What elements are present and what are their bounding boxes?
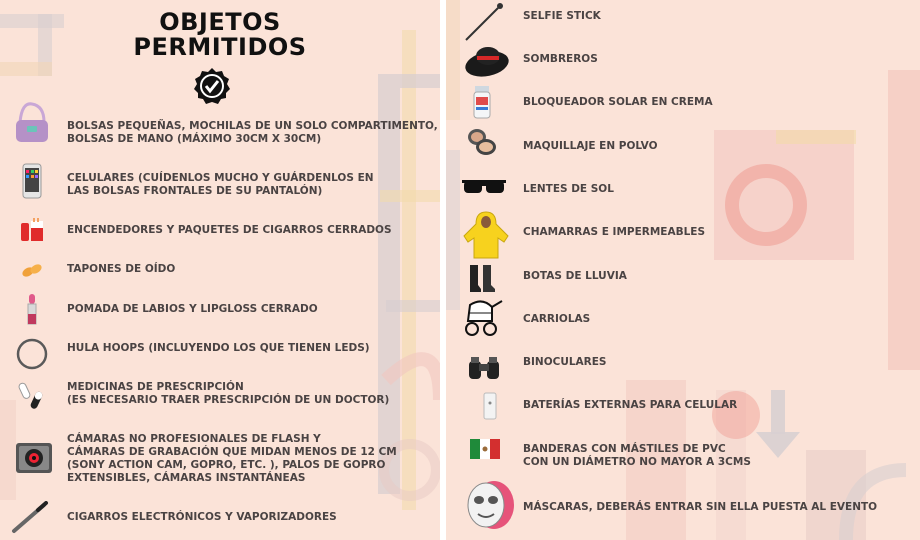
item-label-line: TAPONES DE OÍDO [67,263,176,275]
selfie-stick-icon [462,0,506,44]
item-label-line: BOTAS DE LLUVIA [523,270,627,282]
hula-hoop-icon [12,336,52,372]
item-label-line: LENTES DE SOL [523,183,614,195]
powder-compact-icon [462,124,502,160]
item-label-line: HULA HOOPS (INCLUYENDO LOS QUE TIENEN LEDS) [67,342,370,354]
item-label-line: MÁSCARAS, DEBERÁS ENTRAR SIN ELLA PUESTA AL EVENTO [523,501,878,513]
item-label-line: CÁMARAS DE GRABACIÓN QUE MIDAN MENOS DE 12 CM [67,446,397,458]
wrestling-mask-icon [464,478,516,532]
rain-boots-icon [462,260,502,296]
item-label-line: CIGARROS ELECTRÓNICOS Y VAPORIZADORES [67,511,337,523]
item-label-line: CON UN DIÁMETRO NO MAYOR A 3CMS [523,456,751,468]
item-label-line: BLOQUEADOR SOLAR EN CREMA [523,96,713,108]
purse-icon [12,100,52,144]
item-label-line: SELFIE STICK [523,10,601,22]
item-label-line: POMADA DE LABIOS Y LIPGLOSS CERRADO [67,303,318,315]
allowed-items-panel-right [446,0,920,540]
item-label-line: CARRIOLAS [523,313,591,325]
page-title-line2: PERMITIDOS [133,33,307,61]
item-label-line: (ES NECESARIO TRAER PRESCRIPCIÓN DE UN DOCTOR) [67,394,390,406]
medicine-icon [12,378,52,414]
item-label-line: CELULARES (CUÍDENLOS MUCHO Y GUÁRDENLOS EN [67,172,374,184]
page-title-line1: OBJETOS [159,8,281,36]
earplugs-icon [12,252,52,288]
item-label-line: CHAMARRAS E IMPERMEABLES [523,226,706,238]
mexico-flag-icon [468,436,502,462]
cellphone-icon [12,163,52,199]
item-label-line: (SONY ACTION CAM, GOPRO, ETC. ), PALOS DE GOPRO [67,459,386,471]
raincoat-icon [458,210,514,260]
item-label-line: BOLSAS DE MANO (MÁXIMO 30CM X 30CM) [67,133,322,145]
item-label-line: BINOCULARES [523,356,607,368]
item-label-line: BATERÍAS EXTERNAS PARA CELULAR [523,399,738,411]
sunglasses-icon [462,172,506,202]
item-label-line: SOMBREROS [523,53,598,65]
item-label-line: BANDERAS CON MÁSTILES DE PVC [523,443,726,455]
binoculars-icon [464,350,504,386]
item-label-line: MAQUILLAJE EN POLVO [523,140,658,152]
item-label-line: LAS BOLSAS FRONTALES DE SU PANTALÓN) [67,185,323,197]
vaporizer-icon [10,500,50,536]
item-label-line: CÁMARAS NO PROFESIONALES DE FLASH Y [67,433,321,445]
action-camera-icon [14,440,54,476]
hat-icon [464,40,510,78]
power-bank-icon [470,388,510,424]
item-label-line: EXTENSIBLES, CÁMARAS INSTANTÁNEAS [67,472,306,484]
lipstick-icon [12,291,52,327]
item-label-line: MEDICINAS DE PRESCRIPCIÓN [67,381,244,393]
sunscreen-icon [462,84,502,120]
check-badge-icon [193,67,231,105]
item-label-line: BOLSAS PEQUEÑAS, MOCHILAS DE UN SOLO COMPARTIMENTO, [67,120,438,132]
allowed-items-panel-left [0,0,440,540]
stroller-icon [462,298,506,338]
item-label-line: ENCENDEDORES Y PAQUETES DE CIGARROS CERRADOS [67,224,392,236]
lighter-cigarettes-icon [12,212,52,248]
